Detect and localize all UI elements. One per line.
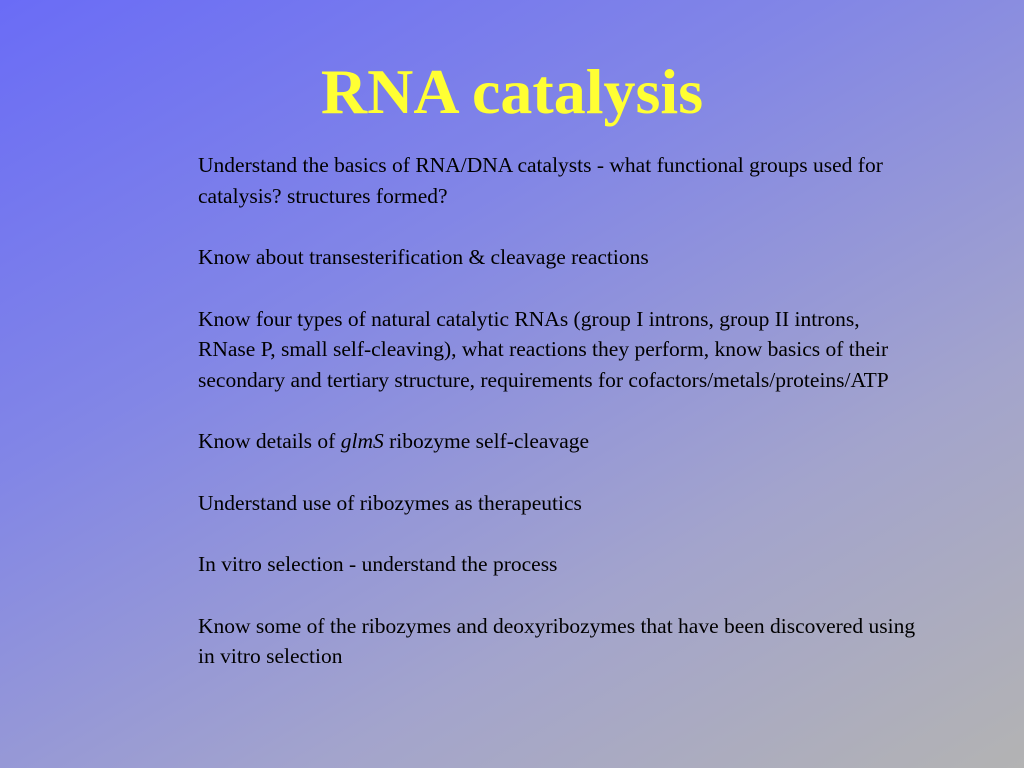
objective-discovered-ribozymes: Know some of the ribozymes and deoxyribozymes that have been discovered using in vitro selection bbox=[198, 613, 916, 668]
objective-natural-catalytic-rnas: Know four types of natural catalytic RNAs (group I introns, group II introns, RNase P, small self-cleaving), what reactions they perform, know basics of their secondary and tertiary structure, requirements for cofactors/metals/proteins/ATP bbox=[198, 306, 889, 392]
objective-transesterification: Know about transesterification & cleavage reactions bbox=[198, 245, 649, 269]
glms-italic-term: glmS bbox=[340, 429, 384, 453]
glms-text-before: Know details of bbox=[198, 429, 341, 453]
slide-title: RNA catalysis bbox=[320, 56, 704, 127]
objective-glms-ribozyme bbox=[198, 426, 918, 457]
objective-in-vitro-selection: In vitro selection - understand the process bbox=[198, 552, 558, 576]
glms-text-after: ribozyme self-cleavage bbox=[383, 429, 590, 453]
objective-therapeutics: Understand use of ribozymes as therapeutics bbox=[198, 490, 582, 515]
objective-functional-groups: Understand the basics of RNA/DNA catalysts - what functional groups used for catalysis? structures formed? bbox=[198, 153, 883, 208]
slide-body bbox=[198, 150, 918, 672]
